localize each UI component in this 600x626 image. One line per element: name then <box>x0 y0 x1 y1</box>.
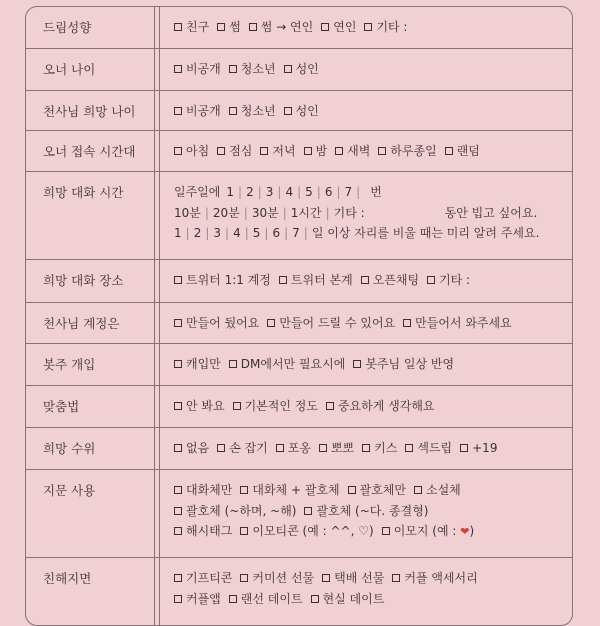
checkbox-square[interactable] <box>240 574 248 582</box>
checkbox-option[interactable] <box>414 483 461 497</box>
option-label: 썸 <box>229 20 241 34</box>
checkbox-square[interactable] <box>174 402 182 410</box>
option-label: 현실 데이트 <box>322 591 385 606</box>
form-row <box>26 260 572 303</box>
row-options <box>174 182 566 244</box>
option-label: 저녁 <box>272 144 296 158</box>
checkbox-option[interactable] <box>174 504 296 518</box>
option-label: 키스 <box>374 441 398 455</box>
checkbox-square[interactable] <box>249 23 257 31</box>
option-line <box>174 59 566 80</box>
checkbox-square[interactable] <box>229 360 237 368</box>
option-label: 만들어서 와주세요 <box>415 316 512 330</box>
form-row <box>26 303 572 344</box>
checkbox-option[interactable] <box>279 273 353 287</box>
number-choice[interactable]: 5 <box>305 185 313 199</box>
week-prefix: 일주일에 <box>174 185 221 199</box>
away-notice-line <box>174 223 566 244</box>
number-choice[interactable]: 6 <box>324 185 333 199</box>
option-line <box>174 141 566 162</box>
checkbox-option[interactable] <box>322 571 384 585</box>
row-label: 희망 대화 시간 <box>43 185 124 200</box>
row-options <box>174 480 566 542</box>
separator: | <box>205 226 210 240</box>
heart-icon: ❤ <box>460 525 470 538</box>
option-label: 괄호체만 <box>359 483 406 497</box>
form-row <box>26 172 572 260</box>
duration-choice[interactable]: 10분 <box>174 205 201 220</box>
separator: | <box>185 226 190 240</box>
checkbox-option[interactable] <box>427 273 470 287</box>
option-label: 만들어 드릴 수 있어요 <box>279 316 396 330</box>
checkbox-option[interactable] <box>304 504 428 518</box>
separator: | <box>204 205 209 220</box>
checkbox-option[interactable] <box>321 20 356 34</box>
checkbox-square[interactable] <box>217 23 225 31</box>
checkbox-option[interactable] <box>174 20 209 34</box>
checkbox-square[interactable] <box>321 23 329 31</box>
checkbox-option[interactable] <box>233 399 318 413</box>
row-options <box>174 17 566 38</box>
option-label: 청소년 <box>240 104 276 118</box>
option-label: 기프티콘 <box>186 571 233 585</box>
checkbox-square[interactable] <box>353 360 361 368</box>
duration-choice[interactable]: 20분 <box>212 205 240 220</box>
option-line <box>174 521 566 542</box>
checkbox-square[interactable] <box>229 595 237 603</box>
checkbox-option[interactable] <box>174 104 221 118</box>
option-line <box>174 396 566 417</box>
checkbox-square[interactable] <box>326 402 334 410</box>
checkbox-square[interactable] <box>304 147 312 155</box>
row-options <box>174 568 566 609</box>
checkbox-option[interactable] <box>403 316 512 330</box>
number-choice[interactable]: 2 <box>193 226 202 240</box>
checkbox-option[interactable] <box>174 62 221 76</box>
option-line <box>174 438 566 459</box>
checkbox-option[interactable] <box>229 357 346 371</box>
separator: | <box>336 185 341 199</box>
talk-duration-line <box>174 203 566 224</box>
checkbox-option[interactable] <box>229 62 276 76</box>
option-label: 이모지 (예 : <box>393 524 461 538</box>
checkbox-square[interactable] <box>174 486 182 494</box>
checkbox-square[interactable] <box>240 486 248 494</box>
option-label: 썸 → 연인 <box>260 20 314 34</box>
checkbox-square[interactable] <box>284 65 292 73</box>
checkbox-square[interactable] <box>174 360 182 368</box>
checkbox-option[interactable] <box>260 144 295 158</box>
separator: | <box>316 185 321 199</box>
checkbox-option[interactable] <box>174 357 221 371</box>
checkbox-option[interactable] <box>392 571 477 585</box>
checkbox-option[interactable] <box>364 20 407 34</box>
checkbox-square[interactable] <box>174 444 182 452</box>
checkbox-square[interactable] <box>174 276 182 284</box>
option-label: 하루종일 <box>390 144 437 158</box>
checkbox-square[interactable] <box>174 574 182 582</box>
option-label: 기타 : <box>439 273 471 287</box>
row-options <box>174 313 566 334</box>
row-label: 천사님 계정은 <box>43 316 120 331</box>
checkbox-option[interactable] <box>240 524 373 538</box>
row-options <box>174 141 566 162</box>
checkbox-square[interactable] <box>405 444 413 452</box>
option-line <box>174 480 566 501</box>
separator: | <box>356 185 361 199</box>
checkbox-square[interactable] <box>174 527 182 535</box>
row-label: 지문 사용 <box>43 483 96 498</box>
checkbox-square[interactable] <box>427 276 435 284</box>
checkbox-option[interactable] <box>174 592 221 606</box>
form-row <box>26 131 572 172</box>
option-label: 섹드립 <box>417 441 453 455</box>
checkbox-option[interactable] <box>240 571 314 585</box>
form-row <box>26 344 572 386</box>
option-line <box>174 589 566 610</box>
option-label: 뽀뽀 <box>330 441 355 455</box>
option-label: 캐입만 <box>186 357 221 371</box>
survey-sheet <box>25 6 573 626</box>
option-label: 없음 <box>186 441 210 455</box>
checkbox-option[interactable] <box>174 316 259 330</box>
checkbox-option[interactable] <box>174 144 209 158</box>
separator: | <box>264 226 269 240</box>
number-choice[interactable]: 2 <box>246 185 254 199</box>
checkbox-option[interactable] <box>217 144 252 158</box>
row-options <box>174 396 566 417</box>
row-options <box>174 270 566 291</box>
option-label: 대화체만 <box>186 483 233 497</box>
option-line <box>174 17 566 38</box>
separator: | <box>244 226 249 240</box>
number-choice[interactable]: 7 <box>292 226 300 240</box>
checkbox-square[interactable] <box>276 444 284 452</box>
checkbox-square[interactable] <box>378 147 386 155</box>
checkbox-option[interactable] <box>174 273 271 287</box>
duration-suffix: 동안 빕고 싶어요. <box>444 205 538 220</box>
checkbox-square[interactable] <box>322 574 330 582</box>
row-label: 친해지면 <box>43 571 92 586</box>
checkbox-option[interactable] <box>284 104 319 118</box>
option-label: 이모티콘 (예 : ^^, ♡) <box>252 524 374 538</box>
checkbox-square[interactable] <box>311 595 319 603</box>
number-choice[interactable]: 4 <box>233 226 241 240</box>
checkbox-square[interactable] <box>364 23 372 31</box>
option-label: 연인 <box>333 20 357 34</box>
checkbox-option[interactable] <box>326 399 435 413</box>
option-label: 랜선 데이트 <box>240 591 303 606</box>
checkbox-square[interactable] <box>403 319 411 327</box>
checkbox-option[interactable] <box>174 524 232 538</box>
checkbox-square[interactable] <box>217 444 225 452</box>
checkbox-option[interactable] <box>267 316 395 330</box>
checkbox-option[interactable] <box>319 441 354 455</box>
option-label: 안 봐요 <box>186 399 225 413</box>
option-label: DM에서만 필요시에 <box>240 357 346 371</box>
option-label: 친구 <box>186 20 210 34</box>
row-label: 희망 수위 <box>43 441 96 456</box>
week-suffix: 번 <box>370 185 382 199</box>
checkbox-option[interactable] <box>405 441 452 455</box>
option-label: 새벽 <box>347 144 371 158</box>
row-label: 오너 접속 시간대 <box>43 144 136 159</box>
option-label: 해시태그 <box>186 524 233 538</box>
option-label: 비공개 <box>186 104 221 118</box>
checkbox-square[interactable] <box>362 444 370 452</box>
option-label: 포옹 <box>287 441 311 455</box>
option-label: 기본적인 정도 <box>244 399 318 413</box>
checkbox-square[interactable] <box>217 147 225 155</box>
row-label: 오너 나이 <box>43 62 96 77</box>
checkbox-square[interactable] <box>174 507 182 515</box>
option-label: 손 잡기 <box>229 441 268 455</box>
checkbox-square[interactable] <box>284 107 292 115</box>
number-choice[interactable]: 3 <box>265 185 274 199</box>
checkbox-option[interactable] <box>249 20 313 34</box>
form-row <box>26 428 572 470</box>
checkbox-option[interactable] <box>174 571 232 585</box>
checkbox-square[interactable] <box>229 107 237 115</box>
checkbox-option[interactable] <box>229 592 303 606</box>
checkbox-option[interactable] <box>445 144 480 158</box>
checkbox-option[interactable] <box>284 62 319 76</box>
separator: | <box>284 226 289 240</box>
row-label: 희망 대화 장소 <box>43 273 124 288</box>
checkbox-square[interactable] <box>174 595 182 603</box>
checkbox-option[interactable] <box>361 273 419 287</box>
separator: | <box>282 205 287 220</box>
checkbox-option[interactable] <box>460 441 497 455</box>
option-label: 괄호체 (~다. 종결형) <box>316 503 429 518</box>
option-label: 랜덤 <box>456 144 480 158</box>
option-label: 커미션 선물 <box>252 571 315 585</box>
separator: | <box>257 185 262 199</box>
option-line <box>174 313 566 334</box>
option-label: 성인 <box>295 62 319 76</box>
checkbox-option[interactable] <box>217 441 268 455</box>
checkbox-square[interactable] <box>174 23 182 31</box>
checkbox-option[interactable] <box>217 20 241 34</box>
option-label: 비공개 <box>186 62 221 76</box>
away-suffix: 일 이상 자리를 비울 때는 미리 알려 주세요. <box>311 226 540 240</box>
option-line <box>174 568 566 589</box>
option-label: 커플 액세서리 <box>404 571 478 585</box>
option-label: 택배 선물 <box>334 571 385 585</box>
option-label: 오픈채팅 <box>372 273 420 287</box>
number-choice[interactable]: 6 <box>272 226 281 240</box>
checkbox-option[interactable] <box>335 144 370 158</box>
checkbox-square[interactable] <box>174 65 182 73</box>
form-row <box>26 470 572 558</box>
option-label: +19 <box>472 441 498 455</box>
form-row <box>26 91 572 131</box>
checkbox-option[interactable] <box>362 441 397 455</box>
separator: | <box>325 205 330 220</box>
checkbox-option[interactable] <box>304 144 328 158</box>
option-label: 중요하게 생각해요 <box>337 399 435 413</box>
checkbox-square[interactable] <box>382 527 390 535</box>
checkbox-square[interactable] <box>392 574 400 582</box>
checkbox-option[interactable] <box>174 483 232 497</box>
option-label: 청소년 <box>240 62 276 76</box>
checkbox-option[interactable] <box>382 524 474 538</box>
number-choice[interactable]: 5 <box>252 226 261 240</box>
option-label: 성인 <box>295 104 319 118</box>
option-label: 만들어 뒀어요 <box>186 316 260 330</box>
option-label: 봇주님 일상 반영 <box>365 357 455 371</box>
option-label: 밤 <box>315 144 328 158</box>
checkbox-square[interactable] <box>174 319 182 327</box>
option-line <box>174 354 566 375</box>
separator: | <box>303 226 308 240</box>
option-line <box>174 501 566 522</box>
talk-frequency-line <box>174 182 566 203</box>
form-row <box>26 386 572 428</box>
option-label: 대화체 + 괄호체 <box>252 483 340 497</box>
checkbox-option[interactable] <box>348 483 406 497</box>
separator: | <box>297 185 302 199</box>
checkbox-square[interactable] <box>361 276 369 284</box>
option-line <box>174 270 566 291</box>
checkbox-square[interactable] <box>348 486 356 494</box>
option-label: 괄호체 (~하며, ~해) <box>186 503 297 518</box>
checkbox-option[interactable] <box>378 144 436 158</box>
checkbox-square[interactable] <box>233 402 241 410</box>
row-label: 천사님 희망 나이 <box>43 104 136 119</box>
row-options <box>174 354 566 375</box>
separator: | <box>277 185 282 199</box>
checkbox-option[interactable] <box>174 399 225 413</box>
option-label: 점심 <box>229 144 253 158</box>
checkbox-option[interactable] <box>276 441 311 455</box>
checkbox-square[interactable] <box>460 444 468 452</box>
row-options <box>174 59 566 80</box>
checkbox-square[interactable] <box>229 65 237 73</box>
number-choice[interactable]: 7 <box>344 185 353 199</box>
form-row <box>26 7 572 49</box>
checkbox-square[interactable] <box>279 276 287 284</box>
checkbox-square[interactable] <box>445 147 453 155</box>
checkbox-option[interactable] <box>311 592 385 606</box>
form-row <box>26 49 572 91</box>
number-choice[interactable]: 1 <box>226 185 235 199</box>
row-options <box>174 101 566 122</box>
option-label: 소설체 <box>426 483 461 497</box>
number-choice[interactable]: 3 <box>213 226 222 240</box>
row-label: 맞춤법 <box>43 399 80 414</box>
option-label: 트위터 1:1 계정 <box>186 273 271 287</box>
row-label: 드림성향 <box>43 20 92 35</box>
separator: | <box>243 205 248 220</box>
checkbox-square[interactable] <box>174 107 182 115</box>
row-label: 봇주 개입 <box>43 357 96 372</box>
option-label: 트위터 본계 <box>290 273 353 287</box>
separator: | <box>238 185 243 199</box>
checkbox-square[interactable] <box>240 527 248 535</box>
form-row <box>26 558 572 626</box>
duration-etc[interactable]: 기타 : <box>333 205 365 220</box>
checkbox-option[interactable] <box>353 357 454 371</box>
checkbox-square[interactable] <box>174 147 182 155</box>
checkbox-square[interactable] <box>260 147 268 155</box>
checkbox-square[interactable] <box>267 319 275 327</box>
separator: | <box>225 226 230 240</box>
checkbox-square[interactable] <box>304 507 312 515</box>
option-label: 기타 : <box>376 20 408 34</box>
option-label: 아침 <box>186 144 210 158</box>
duration-choice[interactable]: 30분 <box>251 205 279 220</box>
row-options <box>174 438 566 459</box>
checkbox-square[interactable] <box>335 147 343 155</box>
checkbox-square[interactable] <box>414 486 422 494</box>
option-label: 커플앱 <box>186 591 221 606</box>
checkbox-option[interactable] <box>229 104 276 118</box>
checkbox-option[interactable] <box>240 483 339 497</box>
duration-choice[interactable]: 1시간 <box>290 205 322 220</box>
number-choice[interactable]: 4 <box>285 185 294 199</box>
checkbox-square[interactable] <box>319 444 327 452</box>
option-label-close: ) <box>469 524 475 538</box>
number-choice[interactable]: 1 <box>174 226 182 240</box>
option-line <box>174 101 566 122</box>
checkbox-option[interactable] <box>174 441 209 455</box>
